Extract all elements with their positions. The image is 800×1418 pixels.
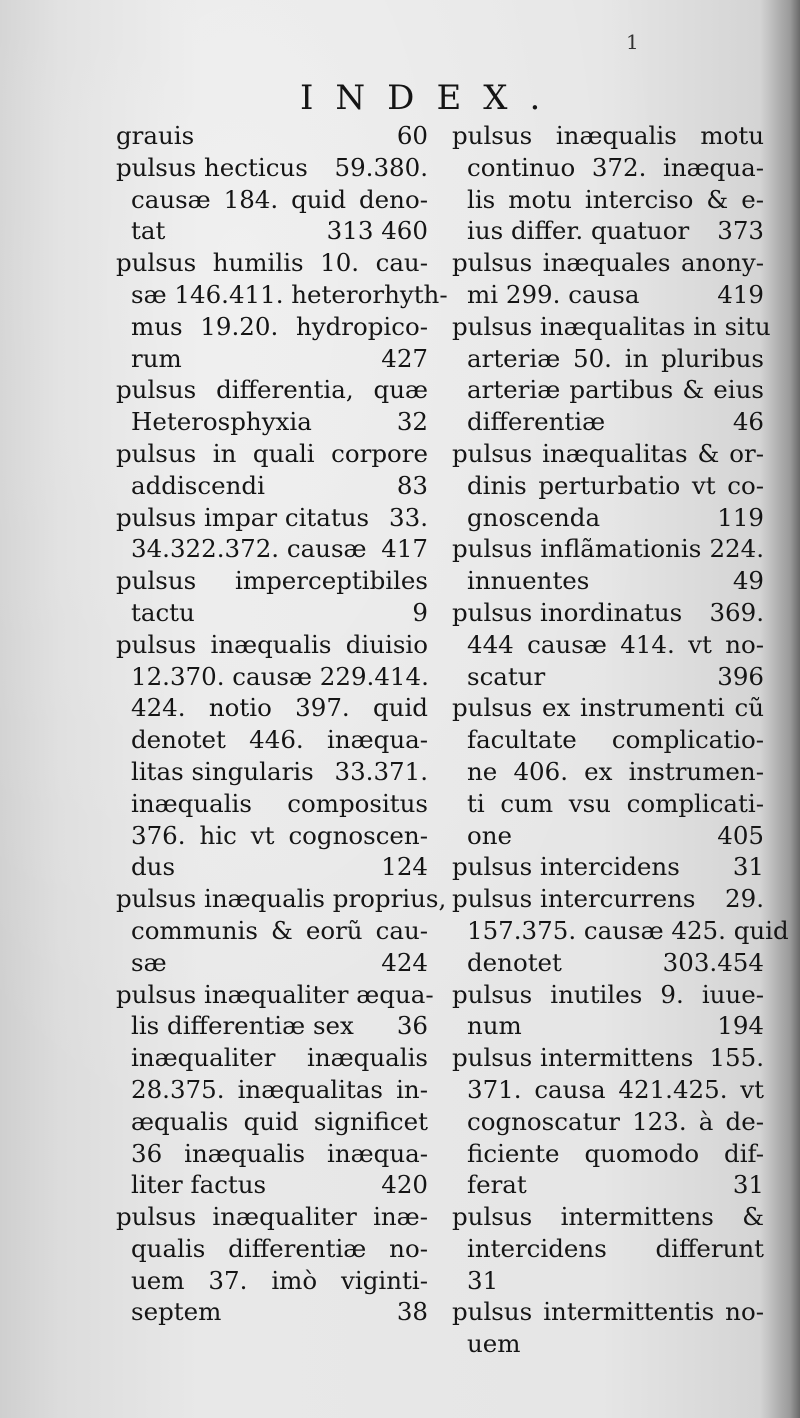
index-entry-page-ref: 36 [396, 1011, 428, 1041]
index-entry-text: pulsus inæqualis motu [452, 121, 764, 150]
index-entry-text: facultate complicatio- [467, 725, 764, 755]
index-entry-text: pulsus intermittentis no- [452, 1297, 764, 1327]
index-entry-text: pulsus intercurrens [452, 884, 696, 914]
index-entry-text: pulsus inæqualitas in situ [452, 311, 771, 341]
index-entry-text: differentiæ [467, 407, 606, 437]
index-entry-text: pulsus inæqualitas & or- [452, 438, 764, 468]
index-line [116, 1296, 428, 1328]
index-entry-page-ref: 124 [381, 852, 428, 882]
index-entry-text: grauis [116, 121, 195, 150]
index-entry-text: 424. notio 397. quid [131, 693, 428, 723]
index-entry-text: septem [131, 1297, 222, 1327]
index-line [452, 120, 764, 152]
index-entry-text: qualis differentiæ no- [131, 1233, 428, 1263]
index-line [452, 406, 764, 438]
index-entry-text: ne 406. ex instrumen- [467, 756, 764, 786]
index-line [452, 788, 764, 820]
index-entry-text: æqualis quid significet [131, 1106, 428, 1136]
index-entry-text: causæ 184. quid deno- [131, 184, 428, 214]
index-line [116, 1233, 428, 1265]
index-entry-text: pulsus inflãmationis 224. [452, 534, 764, 564]
index-entry-page-ref: 83 [396, 470, 428, 500]
index-entry-text: 36 inæqualis inæqua- [131, 1138, 428, 1168]
index-line [452, 1074, 764, 1106]
index-line [116, 247, 428, 279]
index-line [452, 756, 764, 788]
index-entry-text: arteriæ 50. in pluribus [467, 343, 764, 373]
index-line [452, 692, 764, 724]
index-line [452, 565, 764, 597]
index-entry-text: denotet 446. inæqua- [131, 725, 428, 755]
index-entry-text: lis motu interciso & e- [467, 184, 764, 214]
index-line [116, 533, 428, 565]
index-entry-text: pulsus inæqualis diuisio [116, 629, 428, 659]
index-entry-text: mi 299. causa [467, 279, 640, 309]
index-entry-page-ref: 427 [381, 343, 428, 373]
index-entry-text: continuo 372. inæqua- [467, 152, 764, 182]
index-entry-text: uem 37. imò viginti- [131, 1265, 428, 1295]
index-entry-text: dinis perturbatio vt co- [467, 470, 764, 500]
index-entry-text: addiscendi [131, 470, 265, 500]
index-entry-text: one [467, 820, 513, 850]
page-number: 1 [626, 30, 639, 54]
index-entry-text: pulsus inæqualiter inæ- [116, 1202, 428, 1232]
index-line [452, 1138, 764, 1170]
index-line [452, 152, 764, 184]
index-entry-page-ref: 49 [732, 566, 764, 596]
index-line [452, 979, 764, 1011]
index-entry-text: pulsus in quali corpore [116, 438, 428, 468]
index-line [452, 215, 764, 247]
index-line [116, 661, 428, 693]
index-line [452, 1106, 764, 1138]
index-entry-text: innuentes [467, 566, 590, 596]
index-line [452, 533, 764, 565]
index-line [452, 374, 764, 406]
index-entry-text: pulsus impar citatus [116, 502, 370, 532]
index-line [452, 661, 764, 693]
index-entry-text: tactu [131, 597, 195, 627]
index-line [452, 1328, 764, 1360]
index-entry-page-ref: 420 [381, 1170, 428, 1200]
index-column-left [116, 120, 448, 1328]
index-entry-page-ref: 424 [381, 947, 428, 977]
index-entry-page-ref: 303.454 [662, 947, 764, 977]
index-line [116, 438, 428, 470]
index-line [116, 374, 428, 406]
index-line [452, 820, 764, 852]
index-entry-page-ref: 396 [717, 661, 764, 691]
index-entry-text: pulsus humilis 10. cau- [116, 248, 428, 278]
index-entry-page-ref: 59.380. [334, 152, 428, 182]
index-line [116, 820, 428, 852]
index-entry-text: pulsus inutiles 9. iuue- [452, 979, 764, 1009]
index-line [116, 279, 448, 311]
index-entry-text: intercidens differunt [467, 1233, 764, 1263]
index-line [452, 311, 771, 343]
index-entry-text: arteriæ partibus & eius [467, 375, 764, 405]
index-line [452, 1265, 764, 1297]
index-line [116, 883, 447, 915]
index-line [452, 502, 764, 534]
index-entry-text: 12.370. causæ 229.414. [131, 661, 429, 691]
index-entry-text: pulsus intermittens [452, 1043, 694, 1073]
index-line [116, 1138, 428, 1170]
index-entry-page-ref: 9 [412, 597, 428, 627]
index-line [452, 915, 789, 947]
index-line [452, 1296, 764, 1328]
index-entry-page-ref: 38 [396, 1297, 428, 1327]
index-entry-page-ref: 29. [725, 884, 764, 914]
index-line [116, 979, 434, 1011]
index-line [116, 788, 428, 820]
index-entry-text: denotet [467, 947, 562, 977]
index-line [452, 343, 764, 375]
index-entry-text: pulsus intercidens [452, 852, 680, 882]
index-entry-text: pulsus hecticus [116, 152, 308, 182]
index-line [452, 1233, 764, 1265]
index-entry-text: dus [131, 852, 176, 882]
index-line [452, 438, 764, 470]
index-entry-text: ius differ. quatuor [467, 216, 690, 246]
index-entry-text: mus 19.20. hydropico- [131, 311, 428, 341]
index-entry-text: 371. causa 421.425. vt [467, 1074, 764, 1104]
index-entry-page-ref: 46 [732, 407, 764, 437]
index-line [452, 851, 764, 883]
index-line [116, 915, 428, 947]
index-entry-text: pulsus imperceptibiles [116, 566, 428, 596]
index-entry-text: pulsus inæquales anony- [452, 248, 764, 278]
index-entry-page-ref: 373 [717, 216, 764, 246]
index-entry-page-ref: 60 [396, 121, 428, 150]
index-entry-page-ref: 194 [717, 1011, 764, 1041]
index-entry-text: 376. hic vt cognoscen- [131, 820, 428, 850]
index-line [116, 947, 428, 979]
index-line [116, 1265, 428, 1297]
index-entry-text: Heterosphyxia [131, 407, 312, 437]
index-line [116, 120, 428, 152]
index-entry-text: scatur [467, 661, 546, 691]
index-entry-text: pulsus inæqualiter æqua- [116, 979, 434, 1009]
index-entry-text: pulsus ex instrumenti cũ [452, 693, 764, 723]
index-entry-page-ref: 31 [732, 852, 764, 882]
index-entry-text: ti cum vsu complicati- [467, 788, 764, 818]
index-line [452, 1201, 764, 1233]
index-line [452, 184, 764, 216]
index-entry-text: sæ 146.411. heterorhyth- [131, 279, 448, 309]
index-line [116, 756, 428, 788]
index-entry-text: communis & eorũ cau- [131, 915, 428, 945]
index-entry-text: gnoscenda [467, 502, 601, 532]
index-entry-page-ref: 417 [381, 534, 428, 564]
index-line [116, 724, 428, 756]
index-line [452, 1010, 764, 1042]
index-entry-page-ref: 32 [396, 407, 428, 437]
index-entry-text: 444 causæ 414. vt no- [467, 629, 764, 659]
index-line [452, 470, 764, 502]
index-line [116, 1169, 428, 1201]
index-line [452, 724, 764, 756]
index-line [452, 883, 764, 915]
index-line [116, 1201, 428, 1233]
index-line [116, 1042, 428, 1074]
index-entry-text: 28.375. inæqualitas in- [131, 1074, 428, 1104]
index-line [116, 851, 428, 883]
index-line [452, 947, 764, 979]
index-entry-text: ficiente quomodo dif- [467, 1138, 764, 1168]
index-line [452, 279, 764, 311]
index-entry-text: liter factus [131, 1170, 267, 1200]
index-entry-page-ref: 31 [732, 1170, 764, 1200]
index-entry-text: pulsus inordinatus [452, 597, 683, 627]
index-entry-text: sæ [131, 947, 167, 977]
index-line [116, 184, 428, 216]
index-line [452, 1042, 764, 1074]
index-line [116, 692, 428, 724]
index-line [452, 597, 764, 629]
index-entry-text: pulsus differentia, quæ [116, 375, 428, 405]
index-entry-text: pulsus intermittens & [452, 1202, 764, 1232]
index-entry-text: inæqualiter inæqualis [131, 1043, 428, 1073]
index-entry-page-ref: 369. [709, 597, 764, 627]
index-line [116, 152, 428, 184]
index-entry-page-ref: 405 [717, 820, 764, 850]
index-line [116, 311, 428, 343]
index-line [452, 629, 764, 661]
index-line [116, 597, 428, 629]
index-line [116, 470, 428, 502]
index-entry-text: lis differentiæ sex [131, 1011, 354, 1041]
index-line [452, 247, 764, 279]
index-entry-text: rum [131, 343, 182, 373]
index-entry-text: 157.375. causæ 425. quid [467, 915, 789, 945]
index-entry-text: inæqualis compositus [131, 788, 428, 818]
index-entry-page-ref: 155. [709, 1043, 764, 1073]
index-entry-text: num [467, 1011, 522, 1041]
index-entry-text: tat [131, 216, 166, 246]
index-entry-page-ref: 119 [717, 502, 764, 532]
index-line [116, 1074, 428, 1106]
index-entry-text: pulsus inæqualis proprius, [116, 884, 447, 914]
index-entry-text: cognoscatur 123. à de- [467, 1106, 764, 1136]
index-line [116, 1106, 428, 1138]
index-line [116, 1010, 428, 1042]
index-line [452, 1169, 764, 1201]
index-line [116, 502, 428, 534]
index-line [116, 565, 428, 597]
index-entry-text: 31 [467, 1265, 499, 1295]
index-entry-page-ref: 313 460 [326, 216, 428, 246]
running-head: INDEX. [300, 78, 563, 118]
index-line [116, 629, 428, 661]
index-column-right [452, 120, 789, 1360]
index-entry-text: ferat [467, 1170, 527, 1200]
index-entry-page-ref: 33.371. [334, 756, 428, 786]
index-line [116, 406, 428, 438]
index-entry-text: uem [467, 1329, 521, 1359]
index-line [116, 215, 428, 247]
index-line [116, 343, 428, 375]
index-entry-page-ref: 33. [389, 502, 428, 532]
index-entry-page-ref: 419 [717, 279, 764, 309]
index-entry-text: 34.322.372. causæ [131, 534, 367, 564]
index-entry-text: litas singularis [131, 756, 314, 786]
